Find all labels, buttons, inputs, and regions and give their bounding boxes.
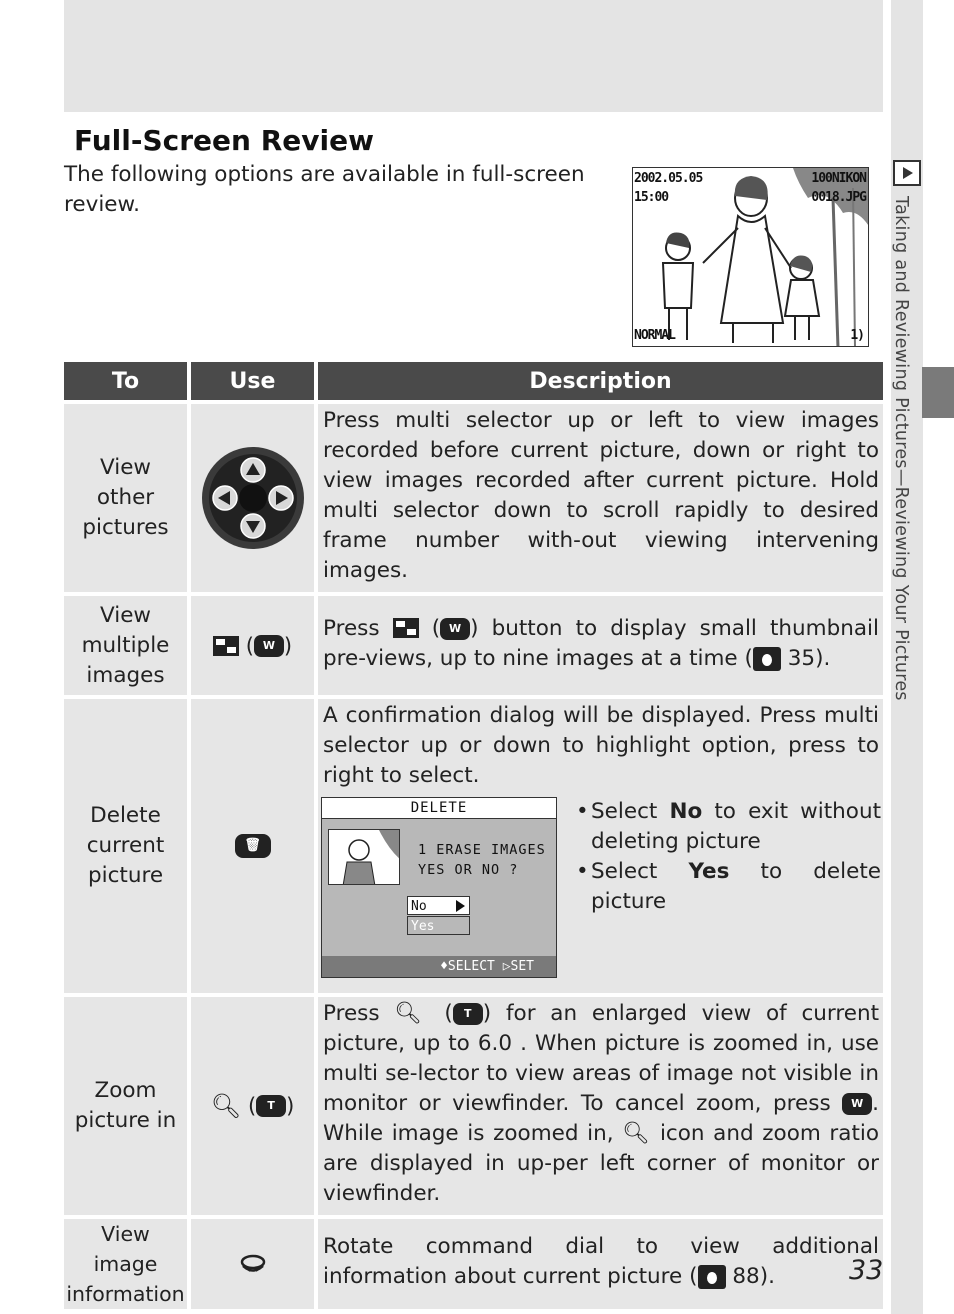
- side-chapter-tab: [922, 367, 954, 418]
- row-to: View other pictures: [64, 400, 191, 592]
- header-description: Description: [318, 362, 883, 400]
- row-description: Rotate command dial to view additional information about current picture ( 88).: [318, 1215, 883, 1309]
- photo-date: 2002.05.05: [634, 171, 703, 186]
- header-to: To: [64, 362, 191, 400]
- intro-text: The following options are available in full-screen review.: [64, 162, 585, 217]
- header-use: Use: [191, 362, 318, 400]
- table-row: [64, 1215, 883, 1309]
- thumbnail-icon: [213, 636, 239, 656]
- multi-selector-icon: [201, 446, 305, 550]
- w-button-icon: W: [842, 1093, 872, 1115]
- options-table: [64, 362, 883, 1309]
- photo-frame: 1): [850, 328, 864, 343]
- row-description: Press multi selector up or left to view images recorded before current picture, down or right to view images recorded after current picture. Hold multi selector down to scroll rapidly to desired frame number with-out viewing intervening images.: [318, 400, 883, 592]
- bullet-yes: • Select Yes to delete picture: [576, 857, 881, 917]
- row-use: [191, 400, 318, 592]
- dialog-option-no[interactable]: No: [407, 896, 470, 915]
- row-to: View multiple images: [64, 592, 191, 695]
- row-to: Delete current picture: [64, 695, 191, 993]
- sample-photo: [632, 167, 869, 347]
- page-title: Full-Screen Review: [66, 124, 382, 157]
- t-button-icon: T: [453, 1003, 483, 1025]
- row-use: [191, 695, 318, 993]
- table-row: [64, 592, 883, 695]
- zoom-icon: 🔍︎: [394, 1001, 430, 1026]
- dialog-option-yes[interactable]: Yes: [407, 916, 470, 935]
- photo-quality: NORMAL: [634, 328, 675, 343]
- command-dial-icon: [239, 1253, 267, 1275]
- table-header-row: [64, 362, 883, 400]
- table-row: [64, 993, 883, 1215]
- table-row: [64, 400, 883, 592]
- w-button-icon: W: [254, 635, 284, 657]
- page-reference-icon: [698, 1265, 726, 1289]
- row-use: 🔍︎ ( T ): [191, 993, 318, 1215]
- photo-time: 15:00: [634, 190, 669, 205]
- photo-file: 0018.JPG: [811, 190, 866, 205]
- delete-button-icon: 🗑: [235, 834, 271, 858]
- dialog-message: 1 ERASE IMAGES YES OR NO ?: [418, 842, 546, 878]
- delete-description: A confirmation dialog will be displayed. Press multi selector up or down to highlight option, press to right to select.: [323, 703, 879, 788]
- delete-dialog-area: [323, 797, 882, 987]
- dialog-footer: ♦SELECT ▷SET: [322, 956, 556, 977]
- row-description: [318, 695, 883, 993]
- zoom-icon: 🔍︎: [210, 1092, 242, 1120]
- t-button-icon: T: [256, 1095, 286, 1117]
- dialog-title: DELETE: [322, 798, 556, 819]
- table-row: [64, 695, 883, 993]
- top-band: [64, 0, 883, 112]
- row-to: View image information: [64, 1215, 191, 1309]
- page-number: 33: [849, 1255, 884, 1286]
- page-reference-icon: [753, 647, 781, 671]
- w-button-icon: W: [440, 618, 470, 640]
- row-use: ( W ): [191, 592, 318, 695]
- thumbnail-icon: [393, 618, 419, 638]
- row-use: [191, 1215, 318, 1309]
- row-description: Press ( W ) button to display small thumbnail pre-views, up to nine images at a time ( 35).: [318, 592, 883, 695]
- row-to: Zoom picture in: [64, 993, 191, 1215]
- photo-folder: 100NIKON: [811, 171, 866, 186]
- zoom-icon: 🔍︎: [622, 1121, 652, 1146]
- chapter-heading: Taking and Reviewing Pictures—Reviewing Your Pictures: [891, 196, 911, 701]
- playback-icon: [893, 160, 921, 186]
- row-description: Press 🔍︎ ( T ) for an enlarged view of current picture, up to 6.0 . When picture is zoomed in, use multi se-lector to view areas of image not visible in monitor or viewfinder. To cancel zoom, press W . While image is zoomed in, 🔍︎ icon and zoom ratio are displayed in up-per left corner of monitor or viewfinder.: [318, 993, 883, 1215]
- delete-dialog: [321, 797, 557, 978]
- dialog-thumbnail: [328, 829, 400, 885]
- bullet-no: • Select No to exit without deleting picture: [576, 797, 881, 857]
- delete-bullets: [576, 797, 881, 917]
